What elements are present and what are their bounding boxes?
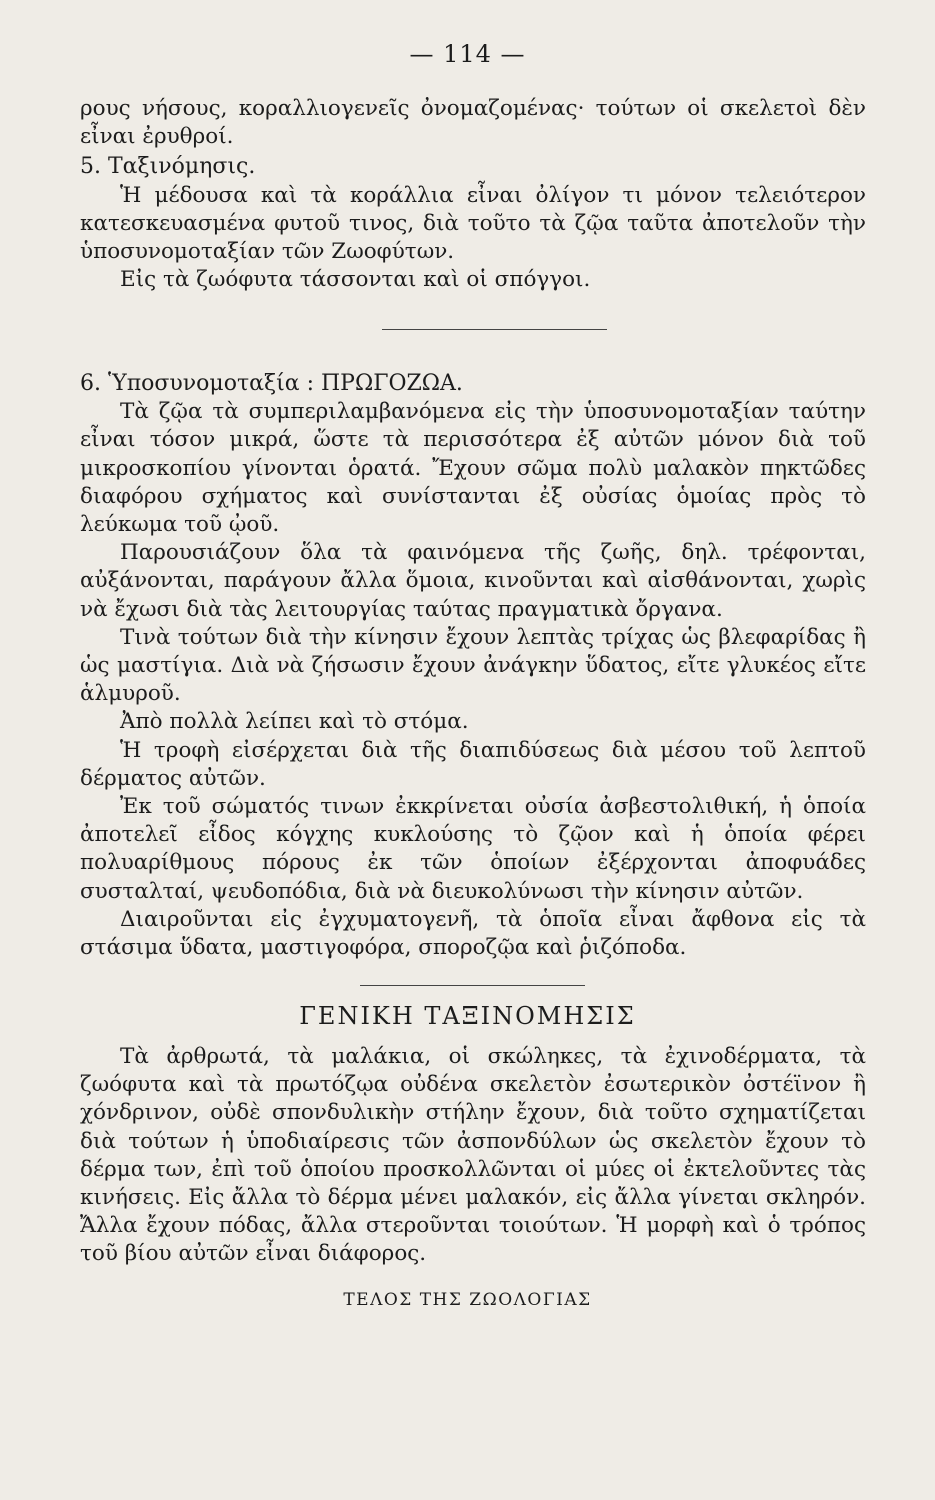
section-6-block: [80, 370, 866, 962]
section-6-paragraph: Ἡ τροφὴ εἰσέρχεται διὰ τῆς διαπιδύσεως διὰ μέσου τοῦ λεπτοῦ δέρματος αὐτῶν.: [80, 737, 866, 791]
section-divider: [360, 985, 585, 986]
section-6-last-paragraph: Διαιροῦνται εἰς ἐγχυματογενῆ, τὰ ὁποῖα εἶναι ἄφθονα εἰς τὰ στάσιμα ὕδατα, μαστιγοφόρα, σποροζῷα καὶ ῥιζόποδα.: [80, 906, 866, 961]
general-classification-heading: ΓΕΝΙΚΗ ΤΑΞΙΝΟΜΗΣΙΣ: [299, 1002, 636, 1030]
section-5-title: 5. Ταξινόμησις.: [80, 154, 256, 180]
section-6-paragraph: Παρουσιάζουν ὅλα τὰ φαινόμενα τῆς ζωῆς, δηλ. τρέφονται, αὐξάνονται, παράγουν ἄλλα ὅμοια, κινοῦνται καὶ αἰσθάνονται, χωρὶς νὰ ἔχωσι διὰ τὰς λειτουργίας ταύτας πραγματικὰ ὄργανα.: [80, 540, 866, 622]
section-5-paragraph-2: Εἰς τὰ ζωόφυτα τάσσονται καὶ οἱ σπόγγοι.: [120, 267, 591, 293]
section-6-paragraph: Τινὰ τούτων διὰ τὴν κίνησιν ἔχουν λεπτὰς τρίχας ὡς βλεφαρίδας ἢ ὡς μαστίγια. Διὰ νὰ ζήσωσιν ἔχουν ἀνάγκην ὕδατος, εἴτε γλυκέος εἴτε ἁλμυροῦ.: [80, 624, 866, 707]
end-of-zoology-footer: ΤΕΛΟΣ ΤΗΣ ΖΩΟΛΟΓΙΑΣ: [343, 1290, 592, 1310]
section-6-paragraph: Τὰ ζῷα τὰ συμπεριλαμβανόμενα εἰς τὴν ὑποσυνομοταξίαν ταύτην εἶναι τόσον μικρά, ὥστε τὰ περισσότερα ἐξ αὐτῶν μόνον διὰ τοῦ μικροσκοπίου γίνονται ὁρατά. Ἔχουν σῶμα πολὺ μαλακὸν πηκτῶδες διαφόρου σχήματος καὶ συνίστανται ἐξ οὐσίας ὁμοίας πρὸς τὸ λεύκωμα τοῦ ᾠοῦ.: [80, 399, 866, 538]
section-6-paragraph: Ἀπὸ πολλὰ λείπει καὶ τὸ στόμα.: [120, 709, 469, 735]
lead-paragraph: ρους νήσους, κοραλλιογενεῖς ὀνομαζομένας· τούτων οἱ σκελετοὶ δὲν εἶναι ἐρυθροί.: [80, 96, 866, 150]
section-6-paragraph: Ἐκ τοῦ σώματός τινων ἐκκρίνεται οὐσία ἀσβεστολιθική, ἡ ὁποία ἀποτελεῖ εἶδος κόγχης κυκλούσης τὸ ζῷον καὶ ἡ ὁποία φέρει πολυαρίθμους πόρους ἐκ τῶν ὁποίων ἐξέρχονται ἀποφυάδες συσταλταί, ψευδοπόδια, διὰ νὰ διευκολύνωσι τὴν κίνησιν αὐτῶν.: [80, 794, 866, 904]
page-number: — 114 —: [409, 40, 526, 68]
general-paragraph: Τὰ ἀρθρωτά, τὰ μαλάκια, οἱ σκώληκες, τὰ ἐχινοδέρματα, τὰ ζωόφυτα καὶ τὰ πρωτόζῳα οὐδένα σκελετὸν ἐσωτερικὸν ὀστέϊνον ἢ χόνδρινον, οὐδὲ σπονδυλικὴν στήλην ἔχουν, διὰ τοῦτο σχηματίζεται διὰ τούτων ἡ ὑποδιαίρεσις τῶν ἀσπονδύλων ὡς σκελετὸν ἔχουν τὸ δέρμα των, ἐπὶ τοῦ ὁποίου προσκολλῶνται οἱ μύες οἱ ἐκτελοῦντες τὰς κινήσεις. Εἰς ἄλλα τὸ δέρμα μένει μαλακόν, εἰς ἄλλα γίνεται σκληρόν. Ἄλλα ἔχουν πόδας, ἄλλα στεροῦνται τοιούτων. Ἡ μορφὴ καὶ ὁ τρόπος τοῦ βίου αὐτῶν εἶναι διάφορος.: [80, 1044, 866, 1267]
section-6-title: 6. Ὑποσυνομοταξία : ΠΡΩΓΟΖΩΑ.: [80, 371, 463, 396]
section-5-paragraph-1: Ἡ μέδουσα καὶ τὰ κοράλλια εἶναι ὀλίγον τι μόνον τελειότερον κατεσκευασμένα φυτοῦ τινος, διὰ τοῦτο τὰ ζῷα ταῦτα ἀποτελοῦν τὴν ὑποσυνομοταξίαν τῶν Ζωοφύτων.: [80, 182, 866, 265]
section-5-block: [80, 95, 866, 294]
section-divider: [382, 329, 607, 330]
general-block: [80, 1043, 866, 1269]
